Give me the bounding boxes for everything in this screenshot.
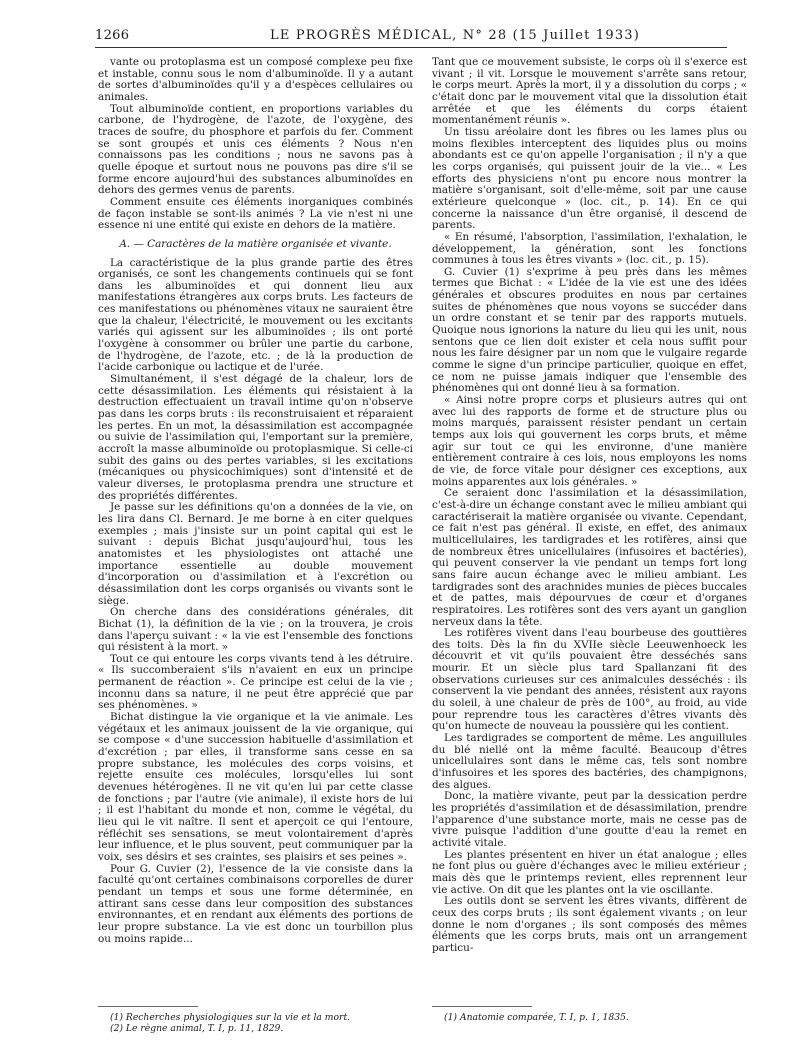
paragraph: On cherche dans des considérations générales, dit Bichat (1), la définition de la vie ; on la trouvera, je crois dans l'aperçu suivant : « la vie est l'ensemble des fonctions qui résistent à la mort. » xyxy=(98,606,413,654)
section-heading: A. — Caractères de la matière organisée et vivante. xyxy=(119,237,392,250)
paragraph: Je passe sur les définitions qu'on a données de la vie, on les lira dans Cl. Bernard. Je me borne à en citer quelques exemples ; mais j'insiste sur un point capital qui est le suivant : depuis Bichat jusqu'aujourd'hui, tous les anatomistes et les physiologistes ont attaché une importance essentielle au double mouvement d'incorporation ou d'assimilation et à l'excrétion ou désassimilation dont les corps organisés ou vivants sont le siège. xyxy=(98,501,413,607)
paragraph: « En résumé, l'absorption, l'assimilation, l'exhalation, le développement, la génération, sont les fonctions communes à tous les êtres vivants » (loc. cit., p. 15). xyxy=(432,230,747,267)
footnotes-left xyxy=(110,1012,425,1034)
paragraph: Tout albuminoïde contient, en proportions variables du carbone, de l'hydrogène, de l'azote, de l'oxygène, des traces de soufre, du phosphore et parfois du fer. Comment se sont groupés et unis ces éléments ? Nous n'en connaissons pas les conditions ; nous ne savons pas à quelle époque et surtout nous ne pouvons pas dire s'il se forme encore aujourd'hui des substances albuminoïdes en dehors des germes venus de parents. xyxy=(98,102,413,197)
paragraph: Pour G. Cuvier (2), l'essence de la vie consiste dans la faculté qu'ont certaines combinaisons corporelles de durer pendant un temps et sous une forme déterminée, en attirant sans cesse dans leur composition des substances environnantes, et en rendant aux éléments des portions de leur propre substance. La vie est donc un tourbillon plus ou moins rapide... xyxy=(98,862,413,945)
paragraph: Les rotifères vivent dans l'eau bourbeuse des gouttières des toits. Dès la fin du XVIIe siècle Leeuwenhoeck les découvrit et vit qu'ils pouvaient être desséchés sans mourir. Et un siècle plus tard Spallanzani fit des observations curieuses sur ces animalcules desséchés : ils conservent la vie pendant des années, résistent aux rayons du soleil, à une chaleur de près de 100°, au froid, au vide pour reprendre tous les caractères d'êtres vivants dès qu'on humecte de nouveau la poussière qui les contient. xyxy=(432,627,747,733)
footnote: (2) Le règne animal, T. I, p. 11, 1829. xyxy=(110,1023,284,1034)
footnote: (1) Anatomie comparée, T. I, p. 1, 1835. xyxy=(444,1012,629,1023)
footnote: (1) Recherches physiologiques sur la vie et la mort. xyxy=(110,1012,351,1023)
paragraph: Ce seraient donc l'assimilation et la désassimilation, c'est-à-dire un échange constant avec le milieu ambiant qui caractériserait la matière organisée ou vivante. Cependant, ce fait n'est pas général. Il existe, en effet, des animaux multicellulaires, les tardigrades et les rotifères, ainsi que de nombreux êtres unicellulaires (infusoires et bactéries), qui peuvent conserver la vie pendant un temps fort long sans faire aucun échange avec le milieu ambiant. Les tardigrades sont des arachnides munies de pièces buccales et de pattes, mais dépourvues de cœur et d'organes respiratoires. Les rotifères sont des vers ayant un ganglion nerveux dans la tête. xyxy=(432,487,747,628)
running-title: LE PROGRÈS MÉDICAL, N° 28 (15 Juillet 1933) xyxy=(270,28,641,43)
paragraph: « Ainsi notre propre corps et plusieurs autres qui ont avec lui des rapports de forme et de structure plus ou moins marqués, paraissent résister pendant un certain temps aux lois qui gouvernent les corps bruts, et même agir sur tout ce qui les environne, d'une manière entièrement contraire à ces lois, nous employons les noms de vie, de force vitale pour désigner ces exceptions, aux moins apparentes aux lois générales. » xyxy=(432,394,747,488)
paragraph: Tout ce qui entoure les corps vivants tend à les détruire. « Ils succomberaient s'ils n'avaient en eux un principe permanent de réaction ». Ce principe est celui de la vie ; inconnu dans sa nature, il ne peut être apprécié que par ses phénomènes. » xyxy=(98,652,413,712)
paragraph: G. Cuvier (1) s'exprime à peu près dans les mêmes termes que Bichat : « L'idée de la vie est une des idées générales et obscures produites en nous par certaines suites de phénomènes que nous voyons se succéder dans un ordre constant et se tenir par des rapports mutuels. Quoique nous ignorions la nature du lieu qui les unit, nous sentons que ce lien doit exister et cela nous suffit pour nous les faire désigner par un nom que le vulgaire regarde comme le signe d'un principe particulier, quoique en effet, ce nom ne puisse jamais indiquer que l'ensemble des phénomènes qui ont donné lieu à sa formation. xyxy=(432,265,747,395)
paragraph: Les tardigrades se comportent de même. Les anguillules du blé niellé ont la même faculté. Beaucoup d'êtres unicellulaires sont dans le même cas, tels sont nombre d'infusoires et les spores des bactéries, des champignons, des algues. xyxy=(432,732,747,791)
paragraph: Comment ensuite ces éléments inorganiques combinés de façon instable se sont-ils animés ? La vie n'est ni une essence ni une entité qui existe en dehors de la matière. xyxy=(98,195,413,232)
footnote-divider xyxy=(432,1006,532,1007)
paragraph: Simultanément, il s'est dégagé de la chaleur, lors de cette désassimilation. Les éléments qui résistaient à la destruction effectuaient un travail intime qu'on n'observe pas dans les corps bruts : ils reconstruisaient et réparaient les pertes. En un mot, la désassimilation est accompagnée ou suivie de l'assimilation qui, l'emportant sur la première, accroît la masse albuminoïde ou protoplasmique. Si celle-ci subit des gains ou des pertes variables, si les excitations (mécaniques ou physicochimiques) sont d'intensité et de valeur diverses, le protoplasma prendra une structure et des propriétés différentes. xyxy=(98,373,413,502)
paragraph: Un tissu aréolaire dont les fibres ou les lames plus ou moins flexibles interceptent des liquides plus ou moins abondants est ce qu'on appelle l'organisation ; il n'y a que les corps organisés, qui puissent jouir de la vie... « Les efforts des physiciens n'ont pu encore nous montrer la matière s'organisant, soit d'elle-même, soit par une cause extérieure quelconque » (loc. cit., p. 14). En ce qui concerne la naissance d'un être organisé, il descend de parents. xyxy=(432,125,747,232)
paragraph: La caractéristique de la plus grande partie des êtres organisés, ce sont les changements continuels qui se font dans les albuminoïdes et qui donnent lieu aux manifestations étrangères aux corps bruts. Les facteurs de ces manifestations ou phénomènes vitaux ne sauraient être que la chaleur, l'électricité, le mouvement ou les excitants variés qui agissent sur les albuminoïdes ; ils ont porté l'oxygène à consommer ou brûler une partie du carbone, de l'hydrogène, de l'azote, etc. ; de là la production de l'acide carbonique ou lactique et de l'urée. xyxy=(98,256,413,374)
header-rule xyxy=(95,47,727,48)
paragraph: Les plantes présentent en hiver un état analogue ; elles ne font plus ou guère d'échanges avec le milieu extérieur ; mais dès que le printemps revient, elles reprennent leur vie active. On dit que les plantes ont la vie oscillante. xyxy=(432,848,747,896)
footnote-divider xyxy=(98,1006,198,1007)
right-column xyxy=(432,57,747,955)
paragraph: Bichat distingue la vie organique et la vie animale. Les végétaux et les animaux jouissent de la vie organique, qui se compose « d'une succession habituelle d'assimilation et d'excrétion ; par elles, il transforme sans cesse en sa propre substance, les molécules des corps voisins, et rejette ensuite ces molécules, lorsqu'elles lui sont devenues hétérogènes. Il ne vit qu'en lui par cette classe de fonctions ; par l'autre (vie animale), il existe hors de lui ; il est l'habitant du monde et non, comme le végétal, du lieu qui le vit naître. Il sent et aperçoit ce qui l'entoure, réfléchit ses sensations, se meut volontairement d'après leur influence, et le plus souvent, peut communiquer par la voix, ses désirs et ses craintes, ses plaisirs et ses peines ». xyxy=(98,711,413,863)
paragraph: Donc, la matière vivante, peut par la dessication perdre les propriétés d'assimilation et de désassimilation, prendre l'apparence d'une substance morte, mais ne cesse pas de vivre puisque l'addition d'une goutte d'eau la remet en activité vitale. xyxy=(432,790,747,849)
paragraph: vante ou protoplasma est un composé complexe peu fixe et instable, connu sous le nom d'albuminoïde. Il y a autant de sortes d'albuminoïdes qu'il y a d'espèces cellulaires ou animales. xyxy=(98,56,413,103)
paragraph: Tant que ce mouvement subsiste, le corps où il s'exerce est vivant ; il vit. Lorsque le mouvement s'arrête sans retour, le corps meurt. Après la mort, il y a dissolution du corps ; « c'était donc par le mouvement vital que la dissolution était arrêtée et que les éléments du corps étaient momentanément réunis ». xyxy=(432,56,747,127)
left-column xyxy=(98,57,413,945)
paragraph: Les outils dont se servent les êtres vivants, diffèrent de ceux des corps bruts ; ils sont également vivants ; on leur donne le nom d'organes ; ils sont composés des mêmes éléments que les corps bruts, mais ont un arrangement particu- xyxy=(432,895,747,954)
page-number: 1266 xyxy=(95,28,130,43)
footnotes-right xyxy=(444,1012,759,1023)
